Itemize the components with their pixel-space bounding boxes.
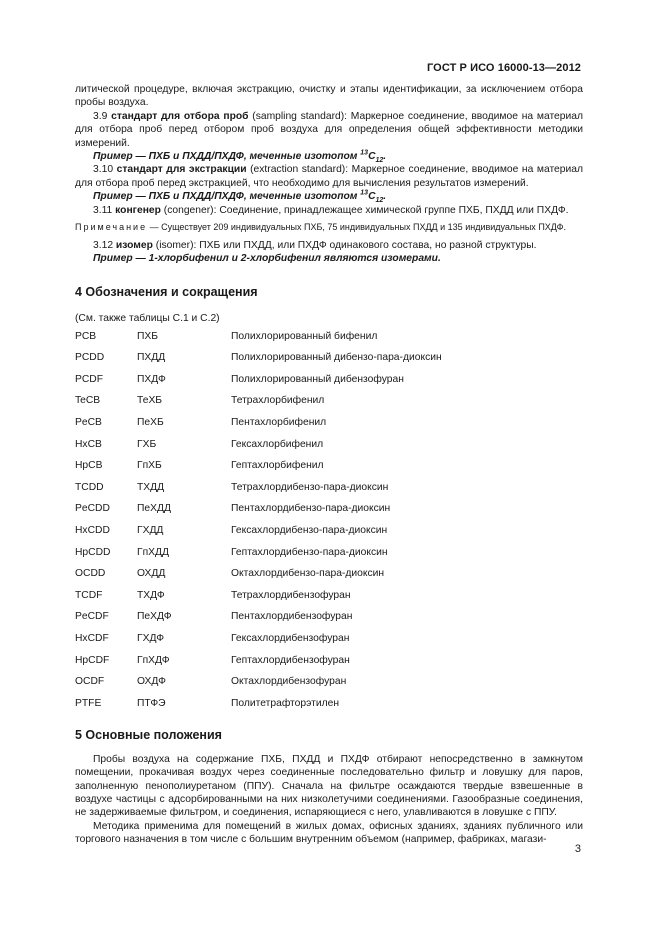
example-end: . (383, 191, 387, 203)
definition-3-9 (75, 110, 583, 150)
abbreviation-row (75, 567, 442, 589)
page-number: 3 (574, 843, 581, 855)
abbreviation-ru: ПТФЭ (137, 697, 166, 709)
definition-3-11 (75, 204, 583, 217)
abbreviation-en: PeCDF (75, 611, 109, 623)
abbreviation-meaning: Октахлордибензофуран (231, 676, 347, 688)
abbreviation-en: PCDD (75, 352, 105, 364)
abbreviations-intro: (См. также таблицы С.1 и С.2) (75, 313, 220, 325)
document-header: ГОСТ Р ИСО 16000-13—2012 (426, 62, 581, 74)
isotope-subscript: 12 (375, 157, 384, 165)
abbreviation-ru: ТХДФ (137, 589, 165, 601)
abbreviation-en: HxCB (75, 438, 102, 450)
abbreviation-ru: ГХБ (137, 438, 157, 450)
isotope-superscript: 13 (360, 189, 369, 197)
abbreviation-ru: ПХДД (137, 352, 166, 364)
abbreviation-meaning: Гептахлорбифенил (231, 460, 324, 472)
abbreviation-meaning: Политетрафторэтилен (231, 697, 340, 709)
abbreviation-row (75, 481, 442, 503)
abbreviation-en: HpCB (75, 460, 103, 472)
example-text: Пример — ПХБ и ПХДД/ПХДФ, меченные изотопом (93, 191, 361, 203)
abbreviation-ru: ГХДД (137, 525, 164, 537)
abbreviation-en: HpCDD (75, 546, 111, 558)
abbreviation-ru: ГпХДФ (137, 654, 170, 666)
abbreviation-en: PeCB (75, 417, 102, 429)
abbreviation-ru: ПХБ (137, 330, 159, 342)
section-5-paragraph-2: Методика применима для помещений в жилых домах, офисных зданиях, зданиях публичного или торгового назначения в том числе с большим внутренним объемом (например, фабриках, магази- (75, 820, 583, 846)
section-5-paragraph-1: Пробы воздуха на содержание ПХБ, ПХДД и ПХДФ отбирают непосредственно в замкнутом помещении, прокачивая воздух через соединенные последовательно фильтр и ловушку для паров, заполненную пенополиуретаном (ППУ). Сначала на фильтре осаждаются твердые взвешенные в воздухе частицы с адсорбированными на них низколетучими соединениями. Газообразные соединения, не задерживаемые фильтром, и соединения, испаряющиеся с него, улавливаются в ловушке с ППУ. (75, 753, 583, 819)
definition-number: 3.10 (93, 164, 114, 176)
definition-body: (congener): Соединение, принадлежащее химической группе ПХБ, ПХДД или ПХДФ. (160, 204, 569, 216)
abbreviation-meaning: Тетрахлорбифенил (231, 395, 325, 407)
abbreviation-row (75, 438, 442, 460)
abbreviation-meaning: Полихлорированный дибензофуран (231, 373, 404, 385)
definition-number: 3.11 (93, 204, 113, 216)
abbreviation-en: TCDF (75, 589, 103, 601)
isotope-superscript: 13 (360, 149, 369, 157)
abbreviation-ru: ГХДФ (137, 633, 165, 644)
definition-number: 3.12 (93, 240, 114, 252)
abbreviation-row (75, 654, 442, 676)
abbreviation-row (75, 610, 442, 632)
abbreviation-ru: ПХДФ (137, 373, 166, 385)
intro-paragraph: литической процедуре, включая экстракцию, очистку и этапы идентификации, за исключением отбора пробы воздуха. (75, 84, 583, 109)
example-text: Пример — ПХБ и ПХДД/ПХДФ, меченные изотопом (93, 151, 361, 163)
isotope-subscript: 12 (375, 197, 384, 205)
abbreviation-en: PCDF (75, 373, 104, 385)
abbreviation-ru: ТеХБ (137, 395, 163, 407)
abbreviation-row (75, 524, 442, 546)
abbreviation-en: OCDD (75, 568, 106, 580)
abbreviation-row (75, 416, 442, 438)
abbreviation-en: TCDD (75, 481, 104, 493)
definition-body: (sampling standard): Маркерное соединение, вводимое на материал для отбора проб перед отбором проб воздуха для определения общей эффективности методики измерений. (75, 110, 583, 149)
note-text: — Существует 209 индивидуальных ПХБ, 75 индивидуальных ПХДД и 135 индивидуальных ПХДФ. (147, 222, 567, 233)
abbreviation-ru: ПеХДД (137, 503, 171, 515)
abbreviation-row (75, 459, 442, 481)
example-end: . (383, 151, 387, 163)
abbreviation-meaning: Октахлордибензо-пара-диоксин (231, 568, 385, 580)
abbreviation-meaning: Полихлорированный дибензо-пара-диоксин (231, 352, 442, 364)
abbreviation-en: HpCDF (75, 654, 110, 666)
abbreviation-row (75, 330, 442, 352)
definition-3-10 (75, 163, 583, 190)
definition-term: стандарт для экстракции (116, 164, 247, 176)
abbreviation-row (75, 675, 442, 697)
isotope-symbol: C (368, 191, 376, 203)
abbreviation-ru: ГпХБ (137, 460, 162, 472)
abbreviation-ru: ПеХДФ (137, 611, 172, 623)
abbreviations-table (75, 330, 442, 719)
abbreviation-meaning: Полихлорированный бифенил (231, 330, 378, 342)
abbreviation-ru: ОХДД (137, 568, 166, 580)
abbreviation-ru: ПеХБ (137, 417, 164, 429)
abbreviation-en: PTFE (75, 697, 102, 709)
abbreviation-row (75, 502, 442, 524)
abbreviation-en: PCB (75, 330, 97, 342)
example-3-10 (75, 190, 583, 203)
example-3-12: Пример — 1-хлорбифенил и 2-хлорбифенил являются изомерами. (93, 253, 441, 265)
abbreviation-meaning: Тетрахлордибензо-пара-диоксин (231, 481, 389, 493)
abbreviation-row (75, 546, 442, 568)
abbreviation-meaning: Гексахлордибензо-пара-диоксин (231, 525, 388, 537)
abbreviation-en: OCDF (75, 676, 105, 688)
abbreviation-meaning: Гексахлордибензофуран (231, 633, 350, 644)
abbreviation-en: TeCB (75, 395, 101, 407)
section-4-title: 4 Обозначения и сокращения (75, 284, 258, 299)
abbreviation-meaning: Гексахлорбифенил (231, 438, 324, 450)
definition-number: 3.9 (93, 110, 108, 122)
definition-term: стандарт для отбора проб (111, 110, 249, 122)
abbreviation-en: HxCDD (75, 525, 110, 537)
note-3-11 (75, 221, 583, 233)
isotope-symbol: C (368, 151, 376, 163)
abbreviation-en: PeCDD (75, 503, 110, 515)
note-label: Примечание (75, 222, 148, 233)
page-content (75, 83, 583, 847)
example-3-9 (75, 150, 583, 163)
abbreviation-ru: ТХДД (137, 481, 165, 493)
abbreviation-row (75, 351, 442, 373)
abbreviation-ru: ОХДФ (137, 676, 166, 688)
definition-body: (isomer): ПХБ или ПХДД, или ПХДФ одинакового состава, но разной структуры. (152, 240, 537, 252)
abbreviation-en: HxCDF (75, 633, 109, 644)
definition-term: конгенер (115, 204, 161, 216)
abbreviation-row (75, 697, 442, 719)
abbreviation-meaning: Гептахлордибензо-пара-диоксин (231, 546, 388, 558)
abbreviation-meaning: Гептахлордибензофуран (231, 654, 350, 666)
abbreviation-meaning: Пентахлордибензо-пара-диоксин (231, 503, 391, 515)
abbreviation-row (75, 394, 442, 416)
abbreviation-meaning: Пентахлорбифенил (231, 417, 327, 429)
definition-term: изомер (115, 240, 153, 252)
abbreviation-meaning: Пентахлордибензофуран (231, 611, 353, 623)
abbreviation-meaning: Тетрахлордибензофуран (231, 589, 351, 601)
definition-body: (extraction standard): Маркерное соединение, вводимое на материал для отбора проб перед экстракцией, что необходимо для вычисления результатов измерений. (75, 164, 583, 189)
abbreviation-row (75, 632, 442, 654)
section-5-title: 5 Основные положения (75, 728, 222, 743)
abbreviation-ru: ГпХДД (137, 546, 169, 558)
definition-3-12 (75, 239, 583, 252)
abbreviation-row (75, 589, 442, 611)
abbreviation-row (75, 373, 442, 395)
